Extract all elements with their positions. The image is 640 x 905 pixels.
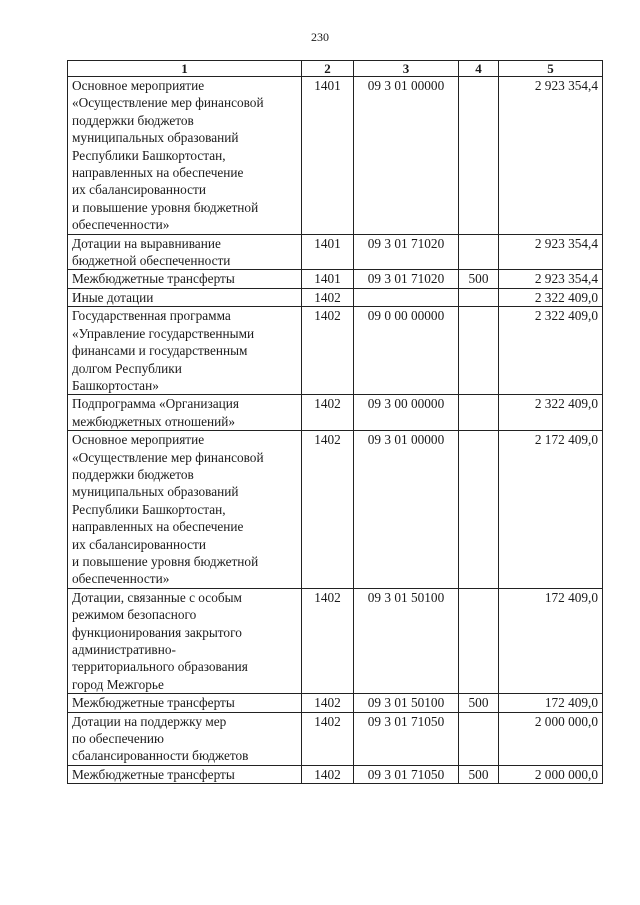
row-amount-cell: 2 172 409,0 <box>499 431 603 589</box>
row-amount-cell: 2 923 354,4 <box>499 270 603 288</box>
row-section-cell: 1402 <box>302 307 354 395</box>
row-expense-type-cell <box>459 234 499 270</box>
row-expense-type-cell: 500 <box>459 270 499 288</box>
row-target-article-cell: 09 3 01 50100 <box>354 694 459 712</box>
row-name-cell: Межбюджетные трансферты <box>68 694 302 712</box>
row-amount-cell: 2 923 354,4 <box>499 77 603 235</box>
row-target-article-cell: 09 3 01 71050 <box>354 765 459 783</box>
row-amount-cell: 2 923 354,4 <box>499 234 603 270</box>
column-header-expense-type: 4 <box>459 61 499 77</box>
row-expense-type-cell <box>459 288 499 306</box>
row-expense-type-cell <box>459 588 499 693</box>
row-expense-type-cell: 500 <box>459 694 499 712</box>
row-section-cell: 1402 <box>302 588 354 693</box>
row-target-article-cell: 09 3 01 71020 <box>354 234 459 270</box>
row-name-cell: Иные дотации <box>68 288 302 306</box>
row-name-cell: Основное мероприятие «Осуществление мер финансовой поддержки бюджетов муниципальных образований Республики Башкортостан, направленных на обеспечение их сбалансированности и повышение уровня бюджетной обеспеченности» <box>68 431 302 589</box>
row-expense-type-cell <box>459 712 499 765</box>
row-name-cell: Основное мероприятие «Осуществление мер финансовой поддержки бюджетов муниципальных образований Республики Башкортостан, направленных на обеспечение их сбалансированности и повышение уровня бюджетной обеспеченности» <box>68 77 302 235</box>
table-row <box>68 588 603 693</box>
row-expense-type-cell <box>459 395 499 431</box>
row-section-cell: 1401 <box>302 77 354 235</box>
column-header-section: 2 <box>302 61 354 77</box>
table-row <box>68 234 603 270</box>
row-section-cell: 1401 <box>302 270 354 288</box>
row-name-cell: Подпрограмма «Организация межбюджетных отношений» <box>68 395 302 431</box>
row-section-cell: 1402 <box>302 765 354 783</box>
row-expense-type-cell <box>459 77 499 235</box>
row-amount-cell: 2 322 409,0 <box>499 288 603 306</box>
row-target-article-cell: 09 3 01 50100 <box>354 588 459 693</box>
row-name-cell: Межбюджетные трансферты <box>68 765 302 783</box>
table-row <box>68 270 603 288</box>
column-header-name: 1 <box>68 61 302 77</box>
row-name-cell: Государственная программа «Управление государственными финансами и государственным долгом Республики Башкортостан» <box>68 307 302 395</box>
table-row <box>68 431 603 589</box>
table-header-row <box>68 61 603 77</box>
table-row <box>68 712 603 765</box>
row-amount-cell: 2 322 409,0 <box>499 307 603 395</box>
row-target-article-cell <box>354 288 459 306</box>
table-row <box>68 395 603 431</box>
budget-table <box>67 60 603 784</box>
table-row <box>68 77 603 235</box>
column-header-amount: 5 <box>499 61 603 77</box>
table-row <box>68 765 603 783</box>
row-section-cell: 1402 <box>302 288 354 306</box>
row-amount-cell: 2 000 000,0 <box>499 712 603 765</box>
row-target-article-cell: 09 3 01 00000 <box>354 431 459 589</box>
row-name-cell: Дотации на поддержку мер по обеспечению сбалансированности бюджетов <box>68 712 302 765</box>
row-amount-cell: 2 322 409,0 <box>499 395 603 431</box>
row-expense-type-cell <box>459 307 499 395</box>
row-section-cell: 1402 <box>302 431 354 589</box>
row-section-cell: 1401 <box>302 234 354 270</box>
table-body <box>68 77 603 784</box>
row-section-cell: 1402 <box>302 395 354 431</box>
row-name-cell: Дотации на выравнивание бюджетной обеспеченности <box>68 234 302 270</box>
row-amount-cell: 172 409,0 <box>499 694 603 712</box>
row-target-article-cell: 09 0 00 00000 <box>354 307 459 395</box>
row-target-article-cell: 09 3 01 71020 <box>354 270 459 288</box>
column-header-target-article: 3 <box>354 61 459 77</box>
page-number: 230 <box>311 30 329 44</box>
row-expense-type-cell: 500 <box>459 765 499 783</box>
row-name-cell: Дотации, связанные с особым режимом безопасного функционирования закрытого административно- территориального образования город Межгорье <box>68 588 302 693</box>
row-expense-type-cell <box>459 431 499 589</box>
row-amount-cell: 2 000 000,0 <box>499 765 603 783</box>
row-target-article-cell: 09 3 00 00000 <box>354 395 459 431</box>
table-row <box>68 288 603 306</box>
row-section-cell: 1402 <box>302 694 354 712</box>
row-section-cell: 1402 <box>302 712 354 765</box>
row-target-article-cell: 09 3 01 71050 <box>354 712 459 765</box>
row-amount-cell: 172 409,0 <box>499 588 603 693</box>
row-target-article-cell: 09 3 01 00000 <box>354 77 459 235</box>
row-name-cell: Межбюджетные трансферты <box>68 270 302 288</box>
table-row <box>68 307 603 395</box>
table-row <box>68 694 603 712</box>
